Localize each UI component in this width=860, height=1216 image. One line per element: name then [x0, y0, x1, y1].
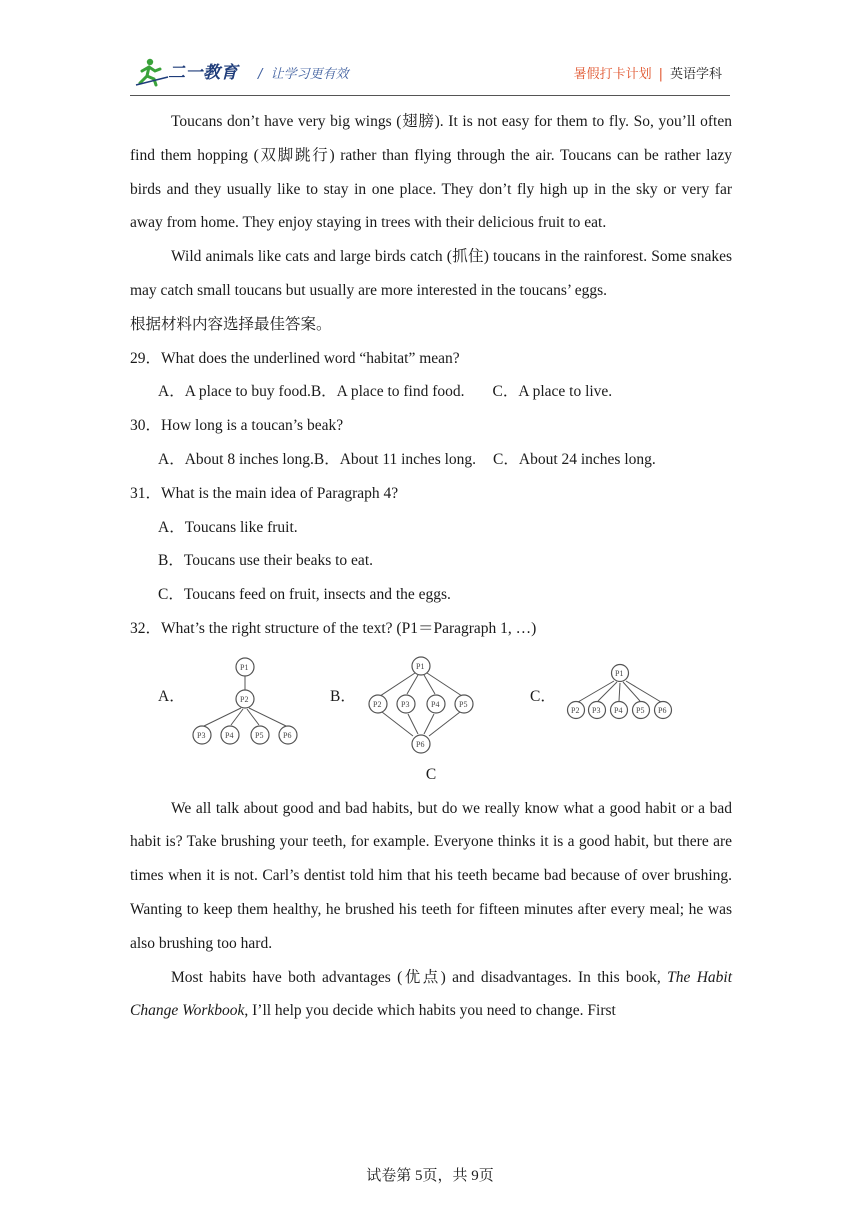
structure-diagram-a: [188, 654, 304, 754]
question-30-options: [130, 443, 732, 477]
question-29-stem: 29．What does the underlined word “habitat” mean?: [130, 349, 460, 367]
svg-text:P6: P6: [416, 739, 425, 749]
option-c: C．About 24 inches long.: [493, 450, 656, 468]
slogan: / 让学习更有效: [258, 67, 349, 82]
page-footer: 试卷第 5页，共 9页: [366, 1168, 494, 1184]
option-b: B．Toucans use their beaks to eat.: [158, 552, 373, 570]
svg-text:P2: P2: [571, 705, 580, 715]
header-separator: |: [658, 67, 663, 82]
svg-text:P6: P6: [283, 730, 292, 740]
logo-text: 二一教育: [168, 63, 238, 83]
question-32-stem: 32．What’s the right structure of the text? (P1＝Paragraph 1, …): [130, 619, 537, 637]
slogan-text: 让学习更有效: [270, 67, 349, 82]
option-a: A．A place to buy food.: [158, 383, 311, 401]
node-p4: [221, 726, 239, 744]
node-p2: [236, 690, 254, 708]
svg-text:P4: P4: [614, 705, 623, 715]
page-header: [130, 52, 730, 98]
option-c: C．A place to live.: [492, 383, 613, 401]
svg-text:P3: P3: [197, 730, 206, 740]
instruction: 根据材料内容选择最佳答案。: [130, 315, 332, 333]
svg-text:P3: P3: [401, 699, 410, 709]
paragraph: We all talk about good and bad habits, but do we really know what a good habit or a bad habit is? Take brushing your teeth, for example. Everyone thinks it is a good habit, but there are times when it is not. Carl’s dentist told him that his teeth became bad because of over brushing. Wanting to keep them healthy, he brushed his teeth for fifteen minutes after every meal; he was also brushing too hard.: [130, 799, 732, 952]
question-31-stem: 31．What is the main idea of Paragraph 4?: [130, 484, 399, 502]
svg-text:P2: P2: [240, 694, 249, 704]
node-p2: [369, 695, 387, 713]
svg-text:P1: P1: [416, 661, 425, 671]
option-b-label: B．: [330, 687, 356, 705]
svg-text:P3: P3: [592, 705, 601, 715]
book-title: The Habit Change Workbook: [130, 968, 733, 1020]
node-p5: [251, 726, 269, 744]
structure-diagrams: [130, 646, 732, 758]
page-content: [130, 105, 732, 1028]
svg-text:P5: P5: [636, 705, 645, 715]
node-p6: [655, 701, 672, 718]
paragraph: [130, 961, 732, 1029]
header-divider: [130, 95, 730, 96]
svg-text:P4: P4: [225, 730, 234, 740]
node-p3: [589, 701, 606, 718]
option-c: C．Toucans feed on fruit, insects and the eggs.: [158, 586, 451, 604]
node-p3: [397, 695, 415, 713]
option-a: A．About 8 inches long.: [158, 450, 314, 468]
node-p5: [455, 695, 473, 713]
option-c-label: C．: [530, 687, 556, 705]
svg-text:P5: P5: [459, 699, 468, 709]
option-a-label: A．: [158, 687, 185, 705]
svg-text:P1: P1: [240, 662, 249, 672]
question-30-stem: 30．How long is a toucan’s beak?: [130, 417, 344, 435]
svg-text:P6: P6: [658, 705, 667, 715]
structure-diagram-b: [364, 654, 480, 758]
node-p4: [427, 695, 445, 713]
node-p2: [568, 701, 585, 718]
node-p4: [611, 701, 628, 718]
node-p6: [279, 726, 297, 744]
paragraph: Wild animals like cats and large birds catch (抓住) toucans in the rainforest. Some snakes may catch small toucans but usually are more interested in the toucans’ eggs.: [130, 248, 732, 299]
paragraph-text: , I’ll help you decide which habits you need to change. First: [244, 1002, 616, 1020]
header-right: [574, 63, 722, 82]
node-p1: [412, 657, 430, 675]
node-p1: [236, 658, 254, 676]
option-b: B．About 11 inches long.: [313, 450, 477, 468]
svg-text:P4: P4: [431, 699, 440, 709]
summer-plan-label: 暑假打卡计划: [573, 67, 652, 82]
structure-diagram-c: [564, 658, 676, 728]
node-p6: [412, 735, 430, 753]
option-b: B．A place to find food.: [310, 383, 465, 401]
paragraph: Toucans don’t have very big wings (翅膀). It is not easy for them to fly. So, you’ll often find them hopping (双脚跳行) rather than flying through the air. Toucans can be rather lazy birds and they usually like to stay in one place. They don’t fly high up in the sky or very far away from home. They enjoy staying in trees with their delicious fruit to eat.: [130, 113, 732, 232]
svg-text:P2: P2: [373, 699, 382, 709]
svg-text:P1: P1: [615, 668, 624, 678]
subject-label: 英语学科: [669, 67, 722, 82]
question-29-options: [130, 375, 732, 409]
node-p5: [633, 701, 650, 718]
node-p3: [193, 726, 211, 744]
svg-text:P5: P5: [255, 730, 264, 740]
paragraph-text: Most habits have both advantages (优点) and disadvantages. In this book,: [171, 968, 668, 986]
node-p1: [612, 664, 629, 681]
option-a: A．Toucans like fruit.: [158, 518, 298, 536]
section-label: C: [425, 765, 437, 783]
